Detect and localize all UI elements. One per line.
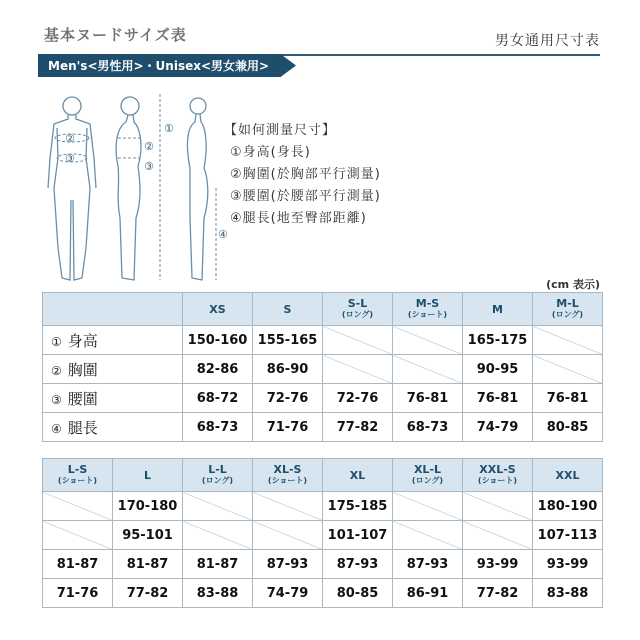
marker-chest-front: ② xyxy=(65,132,75,145)
front-body-figure xyxy=(48,97,96,280)
size-value-cell: 82-86 xyxy=(183,355,253,384)
size-value-cell: 87-93 xyxy=(253,550,323,579)
empty-cell xyxy=(183,521,253,550)
size-value-cell: 74-79 xyxy=(463,413,533,442)
unit-note: (cm 表示) xyxy=(546,278,600,291)
size-value-cell: 165-175 xyxy=(463,326,533,355)
table-row xyxy=(43,492,603,521)
row-label xyxy=(43,326,183,355)
size-value-cell: 68-73 xyxy=(393,413,463,442)
empty-cell xyxy=(253,492,323,521)
size-value-cell: 93-99 xyxy=(533,550,603,579)
empty-cell xyxy=(43,492,113,521)
table-header-row xyxy=(43,293,603,326)
marker-waist-front: ③ xyxy=(65,152,75,165)
size-value-cell: 76-81 xyxy=(393,384,463,413)
size-value-cell: 83-88 xyxy=(183,579,253,608)
size-header: M-S (ショート) xyxy=(393,293,463,326)
row-label-text: 腿長 xyxy=(67,418,98,437)
size-value-cell: 180-190 xyxy=(533,492,603,521)
size-value-cell: 150-160 xyxy=(183,326,253,355)
size-value-cell: 80-85 xyxy=(323,579,393,608)
size-value-cell: 93-99 xyxy=(463,550,533,579)
size-value-cell: 83-88 xyxy=(533,579,603,608)
table-row xyxy=(43,326,603,355)
row-label-text: 身高 xyxy=(67,331,98,350)
size-header: XL xyxy=(323,459,393,492)
size-header: XL-L (ロング) xyxy=(393,459,463,492)
size-value-cell: 81-87 xyxy=(183,550,253,579)
size-header: XS xyxy=(183,293,253,326)
row-number: ② xyxy=(51,363,62,378)
size-value-cell: 76-81 xyxy=(533,384,603,413)
empty-cell xyxy=(393,355,463,384)
size-value-cell: 71-76 xyxy=(253,413,323,442)
size-header: L-S (ショート) xyxy=(43,459,113,492)
empty-cell xyxy=(323,355,393,384)
table-row xyxy=(43,579,603,608)
empty-cell xyxy=(393,492,463,521)
size-header: XL-S (ショート) xyxy=(253,459,323,492)
table-row xyxy=(43,550,603,579)
size-value-cell: 95-101 xyxy=(113,521,183,550)
marker-waist-side: ③ xyxy=(144,160,154,173)
banner-label: Men's<男性用>・Unisex<男女兼用> xyxy=(48,59,270,73)
guide-item-height: ①身高(身長) xyxy=(230,145,311,160)
empty-cell xyxy=(533,355,603,384)
size-header: XXL xyxy=(533,459,603,492)
body-measurement-illustration xyxy=(40,88,230,288)
size-value-cell: 81-87 xyxy=(113,550,183,579)
empty-cell xyxy=(393,326,463,355)
size-value-cell: 86-90 xyxy=(253,355,323,384)
size-value-cell: 77-82 xyxy=(463,579,533,608)
size-value-cell: 77-82 xyxy=(323,413,393,442)
size-value-cell: 101-107 xyxy=(323,521,393,550)
row-number: ① xyxy=(51,334,62,349)
empty-cell xyxy=(323,326,393,355)
row-label xyxy=(43,355,183,384)
guide-title: 【如何測量尺寸】 xyxy=(224,123,337,138)
marker-chest-side: ② xyxy=(144,140,154,153)
row-label xyxy=(43,413,183,442)
marker-inseam: ④ xyxy=(218,228,228,241)
profile-body-figure xyxy=(187,98,207,280)
empty-cell xyxy=(533,326,603,355)
empty-cell xyxy=(183,492,253,521)
guide-item-inseam: ④腿長(地至臀部距離) xyxy=(230,211,367,226)
size-header: M xyxy=(463,293,533,326)
size-value-cell: 81-87 xyxy=(43,550,113,579)
row-number: ④ xyxy=(51,421,62,436)
size-value-cell: 74-79 xyxy=(253,579,323,608)
row-number: ③ xyxy=(51,392,62,407)
guide-item-waist: ③腰圍(於腰部平行測量) xyxy=(230,189,381,204)
empty-cell xyxy=(393,521,463,550)
row-label xyxy=(43,384,183,413)
page-title: 基本ヌードサイズ表 xyxy=(44,26,187,44)
size-header: S-L (ロング) xyxy=(323,293,393,326)
size-value-cell: 76-81 xyxy=(463,384,533,413)
size-value-cell: 87-93 xyxy=(323,550,393,579)
size-value-cell: 72-76 xyxy=(253,384,323,413)
size-value-cell: 155-165 xyxy=(253,326,323,355)
empty-cell xyxy=(43,521,113,550)
table-row xyxy=(43,521,603,550)
size-value-cell: 170-180 xyxy=(113,492,183,521)
table-header-row xyxy=(43,459,603,492)
size-value-cell: 77-82 xyxy=(113,579,183,608)
side-body-figure xyxy=(116,97,141,280)
size-value-cell: 90-95 xyxy=(463,355,533,384)
size-value-cell: 107-113 xyxy=(533,521,603,550)
empty-cell xyxy=(253,521,323,550)
row-label-text: 腰圍 xyxy=(67,389,98,408)
size-value-cell: 80-85 xyxy=(533,413,603,442)
size-value-cell: 68-73 xyxy=(183,413,253,442)
measurement-guide xyxy=(224,120,381,230)
marker-height: ① xyxy=(164,122,174,135)
size-header: S xyxy=(253,293,323,326)
empty-cell xyxy=(463,492,533,521)
table-row xyxy=(43,413,603,442)
size-value-cell: 175-185 xyxy=(323,492,393,521)
size-header: M-L (ロング) xyxy=(533,293,603,326)
size-value-cell: 68-72 xyxy=(183,384,253,413)
guide-item-chest: ②胸圍(於胸部平行測量) xyxy=(230,167,381,182)
size-value-cell: 72-76 xyxy=(323,384,393,413)
category-banner xyxy=(38,54,296,77)
size-header: L xyxy=(113,459,183,492)
table-row xyxy=(43,384,603,413)
size-value-cell: 87-93 xyxy=(393,550,463,579)
size-value-cell: 86-91 xyxy=(393,579,463,608)
empty-cell xyxy=(463,521,533,550)
size-table-2 xyxy=(42,458,603,608)
size-value-cell: 71-76 xyxy=(43,579,113,608)
table-corner-cell xyxy=(43,293,183,326)
size-header: XXL-S (ショート) xyxy=(463,459,533,492)
size-header: L-L (ロング) xyxy=(183,459,253,492)
page-subtitle: 男女通用尺寸表 xyxy=(495,33,600,49)
size-table-1 xyxy=(42,292,603,442)
row-label-text: 胸圍 xyxy=(67,360,98,379)
table-row xyxy=(43,355,603,384)
